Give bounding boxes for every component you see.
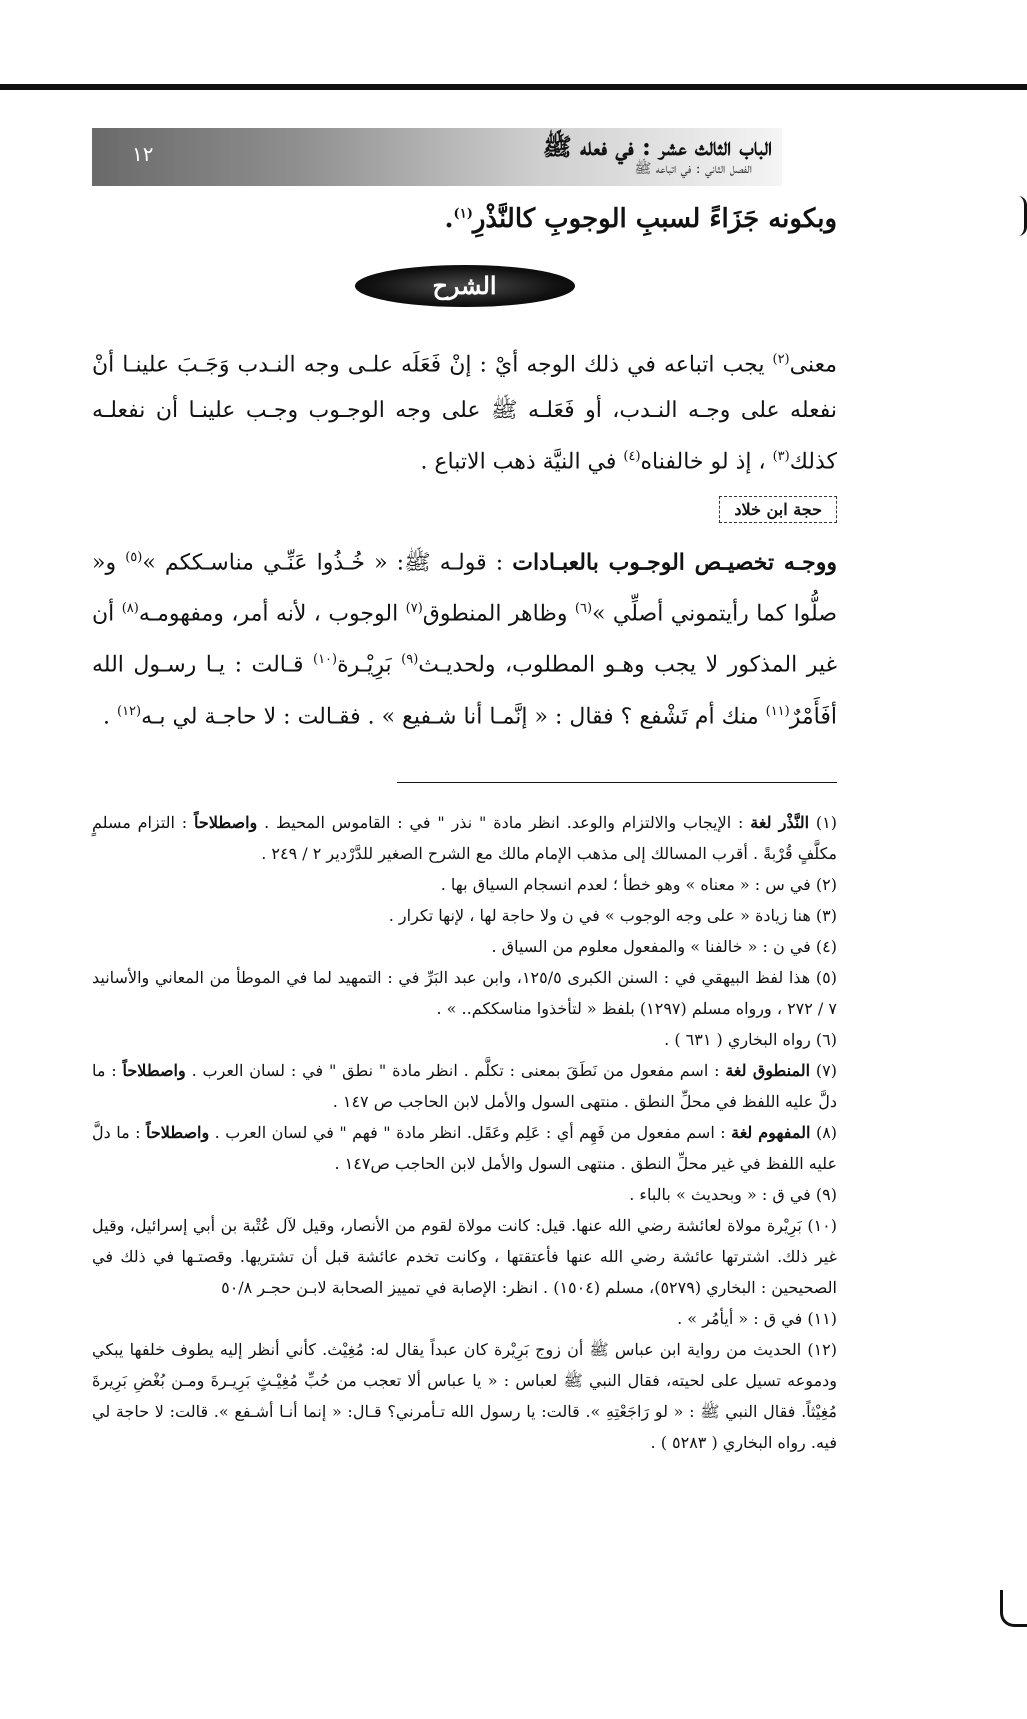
footnote: [92, 1210, 837, 1303]
footnote-text: : اسم مفعول من نَطَقَ بمعنى : تكلَّم . انظر مادة " نطق " في : لسان العرب .: [185, 1060, 726, 1080]
text-run: الوجوب ، لأنه أمر، ومفهومـه: [138, 601, 406, 627]
footnote-text: : التزام مسلمٍ مكلَّفٍ قُرْبةً . أقرب المسالك إلى مذهب الإمام مالك مع الشرح الصغير للدَّرْدير ٢ / ٢٤٩ .: [92, 812, 837, 863]
footnote-number: (١): [815, 812, 838, 832]
footnote-ref: (١١): [765, 703, 790, 719]
footnote-ref: (٢): [772, 352, 790, 367]
text-run: و« صلُّوا كما رأيتموني أصلِّي »: [92, 549, 838, 627]
sharh-label: الشرح: [355, 265, 575, 307]
section-subtitle: الفصل الثاني : في اتباعه ﷺ: [634, 161, 752, 177]
matn-text: وبكونه جَزَاءً لسببِ الوجوبِ كالنَّذْرِ$^{(١)}$.: [444, 204, 837, 234]
footnote: [92, 869, 837, 900]
footnote-text: في ق : « أيأمُر » .: [677, 1308, 803, 1328]
text-run: قـالت : يـا رسـول الله أفَأَمْرٌ: [92, 652, 837, 729]
lead-heading: ووجـه تخصيـص الوجـوب بالعبـادات: [512, 548, 837, 575]
footnote-ref: (١٠): [312, 652, 338, 668]
footnote-text: الحديث من رواية ابن عباس ﷺ أن زوج بَرِيْرة كان عبداً يقال له: مُغِيْث. كأني أنظر إليه يطوف خلفها يبكي ودموعه تسيل على لحيته، فقال النبي ﷺ لعباس : « يا عباس ألا تعجب من حُبِّ مُغِيْـثٍ بَرِيـرةَ ومـن بُغْضِ بَرِيرةَ مُغِيْثاً. فقال النبي ﷺ : « لو رَاجَعْتِهِ ». قالت: يا رسول الله تـأمرني؟ قـال: « إنما أنـا أشـفع ». قالت: لا حاجة لي فيه. رواه البخاري ( ٥٢٨٣ ) .: [92, 1339, 838, 1452]
text-run: : قولـه ﷺ: « خُـذُوا عَنِّـي مناسـككم »: [142, 549, 513, 575]
footnote-text: بَرِيْرة مولاة لعائشة رضي الله عنها. قيل: كانت مولاة لقوم من الأنصار، وقيل لآل عُتْبة بن أبي إسرائيل، وقيل غير ذلك. اشترتها عائشة رضي الله عنها فأعتقتها ، وكانت تخدم عائشة قبل أن تشتريها. وقصتـها في ذلك في الصحيحين : البخاري (٥٢٧٩)، مسلم (١٥٠٤) . انظر: الإصابة في تمييز الصحابة لابـن حجـر ٥٠/٨: [92, 1215, 837, 1297]
text-run: منك أم تَشْفع ؟ فقال : « إنَّمـا أنا شـفيع » . فقـالت : لا حاجـة لي بـه: [141, 703, 766, 729]
footnotes: [92, 807, 837, 1458]
text-run: يجب اتباعه في ذلك الوجه أيْ : إنْ فَعَلَه علـى وجه النـدب وَجَـبَ علينـا أنْ نفعله على وجـه النـدب، أو فَعَلـه ﷺ على وجه الوجـوب وجـب علينـا أن نفعلـه كذلك: [92, 352, 837, 475]
footnote-ref: (٧): [405, 600, 423, 616]
footnote-ref: (١): [453, 206, 473, 222]
footnote-number: (١١): [807, 1308, 837, 1328]
footnote-ref: (١٢): [116, 703, 142, 719]
footnote-number: (٤): [815, 936, 837, 956]
footnote-term: واصطلاحاً: [122, 1060, 186, 1080]
footnote-number: (٧): [815, 1060, 837, 1080]
footnote-number: (٦): [815, 1029, 837, 1049]
footnote-text: في س : « معناه » وهو خطأ ؛ لعدم انسجام السياق بها .: [440, 874, 811, 894]
top-rule: [0, 84, 1027, 90]
footnote-text: : ما دلَّ عليه اللفظ في غير محلِّ النطق . منتهى السول والأمل لابن الحاجب ص١٤٧ .: [92, 1122, 837, 1173]
footnote-text: رواه البخاري ( ٦٣١ ) .: [664, 1029, 811, 1049]
footnote-text: : ما دلَّ عليه اللفظ في محلِّ النطق . منتهى السول والأمل لابن الحاجب ص ١٤٧ .: [92, 1060, 837, 1111]
footnote-term: المفهوم لغة: [731, 1122, 811, 1142]
footnote-number: (١٠): [807, 1215, 837, 1235]
text-run: وظاهر المنطوق: [422, 601, 575, 627]
matn-line: وبكونه جَزَاءً لسببِ الوجوبِ كالنَّذْرِ: [472, 204, 837, 234]
footnote-ref: (٦): [574, 600, 593, 616]
footnote-number: (١٢): [807, 1339, 837, 1359]
footnote: [92, 962, 837, 1024]
footnote-ref: (٨): [121, 600, 139, 616]
page-content: [92, 200, 837, 1458]
footnote: [92, 807, 837, 869]
footnote-term: واصطلاحاً: [146, 1122, 210, 1142]
footnote: [92, 1024, 837, 1055]
footnote-number: (٩): [815, 1184, 837, 1204]
running-header: [92, 128, 782, 186]
footnote-number: (٥): [815, 967, 838, 987]
footnote-ref: (٥): [125, 549, 143, 565]
text-run: في النيَّة ذهب الاتباع .: [420, 449, 624, 475]
chapter-title: الباب الثالث عشر : في فعله ﷺ: [542, 132, 772, 161]
sharh-heading: [92, 265, 837, 307]
footnote-text: في ن : « خالفنا » والمفعول معلوم من السياق .: [491, 936, 811, 956]
footnote-text: : الإيجاب والالتزام والوعد. انظر مادة " نذر " في : القاموس المحيط .: [257, 812, 751, 832]
commentary-paragraph-1: [92, 337, 837, 486]
footnote-text: هذا لفظ البيهقي في : السنن الكبرى ١٢٥/٥، وابن عبد البَرِّ في : التمهيد لما في الموطأ من المعاني والأسانيد ٧ / ٢٧٢ ، ورواه مسلم (١٢٩٧) بلفظ « لتأخذوا مناسككم.. » .: [92, 967, 837, 1018]
text-run: أن غير المذكور لا يجب وهـو المطلوب، ولحديـث: [92, 601, 837, 678]
footnote: [92, 1117, 837, 1179]
footnote-text: هنا زيادة « على وجه الوجوب » في ن ولا حاجة لها ، لإنها تكرار .: [388, 905, 811, 925]
footnote-ref: (٩): [401, 652, 419, 668]
marker-row: [92, 486, 837, 535]
footnote-term: النَّذْر لغة: [750, 812, 810, 832]
text-run: معنى: [789, 352, 837, 378]
footnote: [92, 1055, 837, 1117]
margin-mark: [1018, 196, 1027, 236]
footnote-term: المنطوق لغة: [725, 1060, 811, 1080]
page-number: ١٢: [132, 142, 154, 166]
text-run: .: [102, 703, 117, 729]
footnote-term: واصطلاحاً: [194, 812, 258, 832]
footnote-ref: (٤): [623, 449, 641, 465]
footnote: [92, 1303, 837, 1334]
footnote-number: (٢): [815, 874, 837, 894]
footnote-number: (٨): [815, 1122, 838, 1142]
marginal-marker: حجة ابن خلاد: [719, 496, 837, 523]
footnote-text: في ق : « وبحديث » بالباء .: [629, 1184, 811, 1204]
footnote: [92, 1179, 837, 1210]
footnote-separator: [397, 782, 837, 783]
text-run: بَرِيْـرة: [337, 652, 402, 678]
commentary-paragraph-2: [92, 535, 837, 740]
footnote: [92, 1334, 837, 1458]
corner-mark: [1000, 1590, 1027, 1627]
footnote-ref: (٣): [772, 449, 790, 465]
footnote-text: : اسم مفعول من فَهِم أي : عَلِم وعَقَل. انظر مادة " فهم " في لسان العرب .: [209, 1122, 732, 1142]
footnote: [92, 900, 837, 931]
footnote-number: (٣): [815, 905, 837, 925]
footnote: [92, 931, 837, 962]
text-run: ، إذ لو خالفناه: [640, 449, 773, 475]
